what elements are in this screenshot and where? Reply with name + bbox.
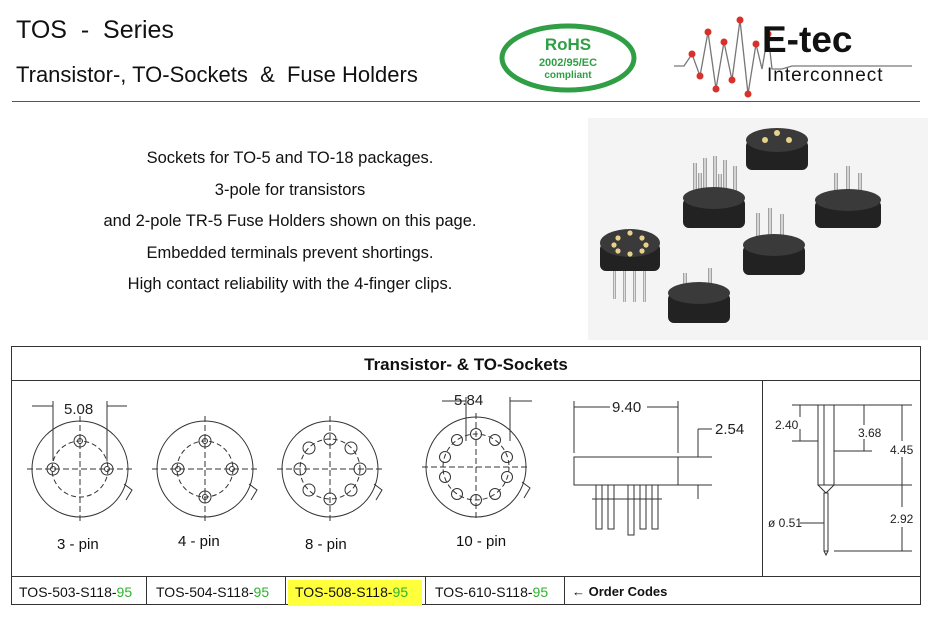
pin-label-10: 10 - pin [456,533,507,550]
rohs-compliant: compliant [544,70,592,81]
feature-line: Sockets for TO-5 and TO-18 packages. [146,149,434,167]
table-divider [425,576,426,605]
table-divider [12,576,920,577]
arrow-left-icon: ← [572,584,585,599]
product-photo [588,118,928,340]
order-code-503 [19,580,132,606]
table-title: Transistor- & TO-Sockets [364,355,568,374]
dim-label: 2.92 [890,512,914,526]
dim-label: ø 0.51 [768,516,803,530]
socket-3pin-top [746,128,808,170]
order-code-base: TOS-504-S118- [156,584,254,600]
dim-label: 4.45 [890,443,914,457]
logo-brand: E-tec [762,19,853,60]
dim-label: 5.84 [454,392,484,409]
drawing-side-view [574,401,712,535]
table-divider [146,576,147,605]
feature-line: High contact reliability with the 4-finger clips. [127,275,453,294]
logo-subtitle: Interconnect [767,65,884,86]
order-codes-label [572,580,667,606]
page-subtitle: Transistor-, TO-Sockets & Fuse Holders [16,62,418,87]
etec-logo [672,14,922,99]
drawing-10pin [422,397,532,521]
order-code-508-highlighted [288,580,422,606]
order-code-suffix: 95 [253,584,270,600]
dim-label: 5.08 [64,401,94,418]
rohs-badge [498,23,638,93]
dim-label: 2.54 [715,421,745,438]
rohs-directive: 2002/95/EC [538,57,598,69]
header-divider [12,101,920,102]
order-code-base: TOS-610-S118- [435,584,533,600]
drawing-4pin [152,416,258,522]
order-code-suffix: 95 [116,584,133,600]
pin-label-4: 4 - pin [178,533,220,550]
dim-label: 9.40 [612,399,642,416]
table-divider [285,576,286,605]
feature-line: 3-pole for transistors [214,180,366,199]
order-code-504 [156,580,269,606]
drawing-3pin [27,401,133,522]
order-code-base: TOS-508-S118- [295,584,393,600]
drawing-pin-detail [792,405,912,555]
order-codes-text: Order Codes [588,584,668,599]
feature-list [70,143,510,301]
order-code-suffix: 95 [392,584,409,600]
table-divider [564,576,565,605]
order-code-610 [435,580,548,606]
drawing-8pin [277,416,383,522]
order-code-suffix: 95 [532,584,549,600]
feature-line: Embedded terminals prevent shortings. [146,243,434,262]
rohs-label: RoHS [544,35,592,54]
order-code-base: TOS-503-S118- [19,584,117,600]
pin-label-8: 8 - pin [305,536,347,553]
dim-label: 3.68 [858,426,882,440]
series-title: TOS - Series [16,16,174,44]
dim-label: 2.40 [775,418,799,432]
pin-label-3: 3 - pin [57,536,99,553]
feature-line: and 2-pole TR-5 Fuse Holders shown on this page. [103,212,477,231]
